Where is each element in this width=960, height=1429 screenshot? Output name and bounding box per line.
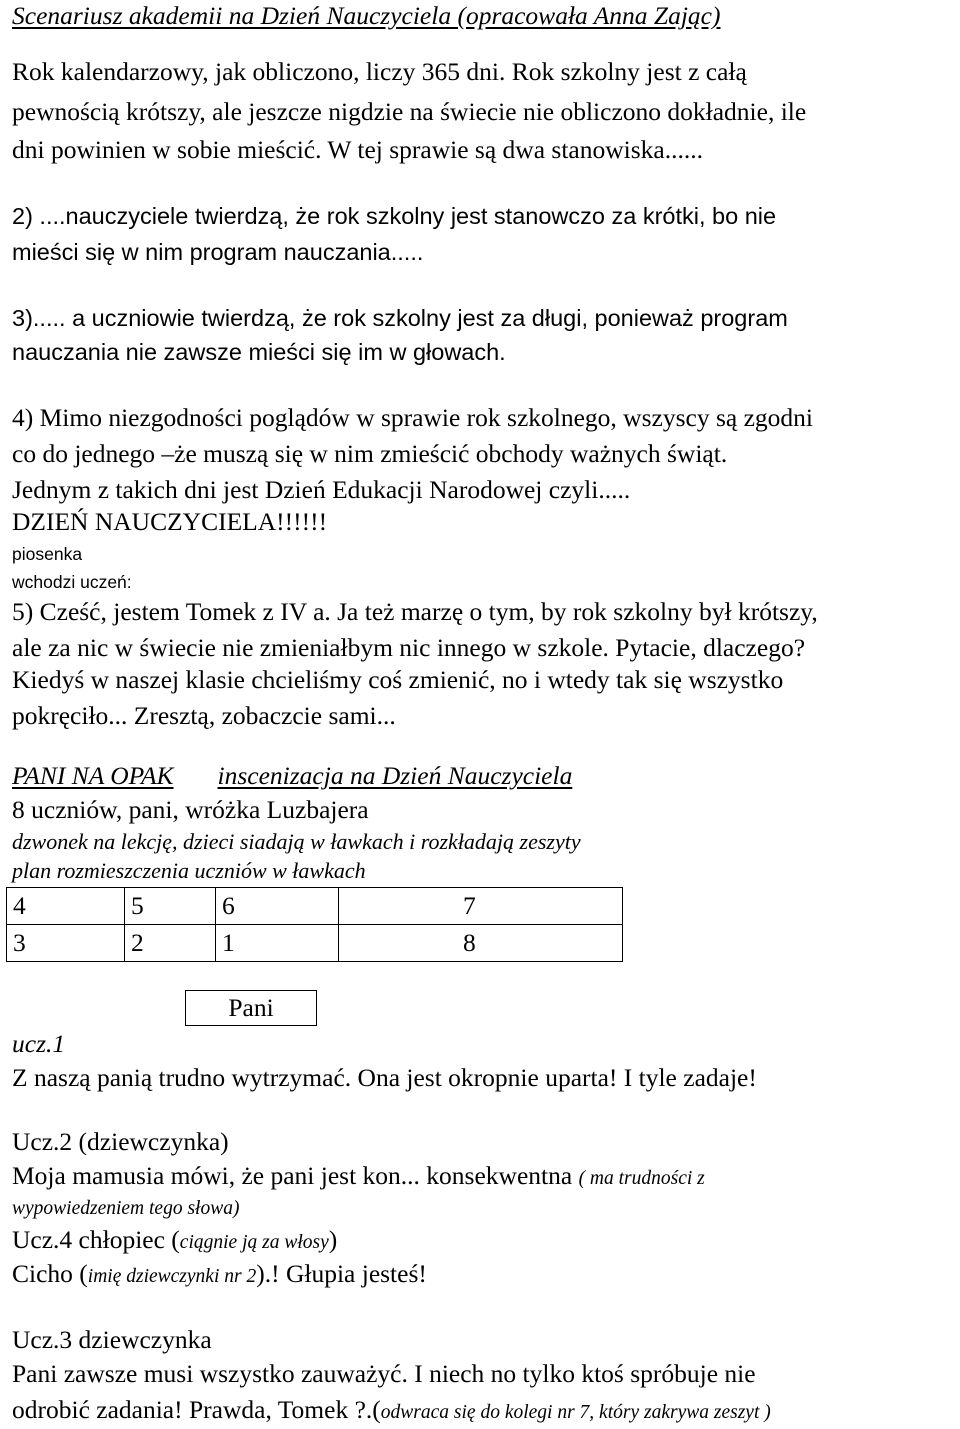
stage-direction: dzwonek na lekcję, dzieci siadają w ławkach i rozkładają zeszyty: [12, 829, 581, 854]
text-line: co do jednego –że muszą się w nim zmieścić obchody ważnych świąt.: [12, 439, 728, 468]
text-line: dni powinien w sobie mieścić. W tej sprawie są dwa stanowiska......: [12, 135, 703, 164]
speech-line: Z naszą panią trudno wytrzymać. Ona jest okropnie uparta! I tyle zadaje!: [12, 1063, 757, 1092]
seat-cell: 4: [7, 888, 125, 925]
play-subtitle: inscenizacja na Dzień Nauczyciela: [217, 761, 573, 790]
text-line: 4) Mimo niezgodności poglądów w sprawie rok szkolnego, wszyscy są zgodni: [12, 403, 813, 432]
play-title: PANI NA OPAK: [12, 761, 174, 790]
text-line: pokręciło... Zresztą, zobaczcie sami...: [12, 701, 396, 730]
speech-text: odrobić zadania! Prawda, Tomek ?.(: [12, 1395, 381, 1424]
seat-cell: 5: [125, 888, 216, 925]
text-line: Rok kalendarzowy, jak obliczono, liczy 365 dni. Rok szkolny jest z całą: [12, 57, 747, 86]
seat-cell: 2: [125, 925, 216, 962]
seating-plan-label: plan rozmieszczenia uczniów w ławkach: [12, 858, 366, 883]
stage-note: odwraca się do kolegi nr 7, który zakrywa zeszyt ): [380, 1402, 771, 1423]
speech-text: Cicho (: [12, 1259, 88, 1288]
stage-note-song: piosenka: [12, 544, 83, 564]
text-line: Jednym z takich dni jest Dzień Edukacji Narodowej czyli.....: [12, 475, 631, 504]
speaker-label: Ucz.2 (dziewczynka): [12, 1127, 229, 1156]
seat-cell: 7: [339, 888, 623, 925]
speech-text: ).! Głupia jesteś!: [256, 1259, 427, 1288]
seating-plan-table: [6, 887, 623, 962]
speaker-name-end: ): [328, 1225, 338, 1254]
speech-line: [12, 1394, 771, 1429]
stage-note: wypowiedzeniem tego słowa): [12, 1198, 240, 1219]
seat-cell: 8: [339, 925, 623, 962]
text-line: 5) Cześć, jestem Tomek z IV a. Ja też marzę o tym, by rok szkolny był krótszy,: [12, 597, 818, 626]
text-line: DZIEŃ NAUCZYCIELA!!!!!!: [12, 507, 328, 536]
table-row: [7, 925, 623, 962]
table-row: [7, 888, 623, 925]
speaker-label: [12, 1224, 337, 1259]
stage-note: imię dziewczynki nr 2: [87, 1266, 257, 1287]
stage-note-enter: wchodzi uczeń:: [12, 572, 132, 592]
speech-line: Pani zawsze musi wszystko zauważyć. I niech no tylko ktoś spróbuje nie: [12, 1359, 756, 1388]
text-line: nauczania nie zawsze mieści się im w głowach.: [12, 339, 506, 365]
text-line: ale za nic w świecie nie zmieniałbym nic innego w szkole. Pytacie, dlaczego?: [12, 633, 806, 662]
seat-cell: 1: [216, 925, 339, 962]
text-line: Kiedyś w naszej klasie chcieliśmy coś zmienić, no i wtedy tak się wszystko: [12, 665, 784, 694]
play-cast: 8 uczniów, pani, wróżka Luzbajera: [12, 795, 369, 824]
speech-line: [12, 1258, 427, 1293]
speech-text: Moja mamusia mówi, że pani jest kon... konsekwentna: [12, 1161, 573, 1190]
text-line: 3)..... a uczniowie twierdzą, że rok szkolny jest za długi, ponieważ program: [12, 305, 788, 331]
seat-cell: 6: [216, 888, 339, 925]
text-line: mieści się w nim program nauczania.....: [12, 239, 424, 265]
speech-line: [12, 1160, 705, 1195]
text-line: pewnością krótszy, ale jeszcze nigdzie na świecie nie obliczono dokładnie, ile: [12, 97, 807, 126]
play-heading: [12, 760, 572, 792]
speaker-label: ucz.1: [12, 1029, 66, 1058]
title: Scenariusz akademii na Dzień Nauczyciela (opracowała Anna Zając): [12, 1, 721, 30]
teacher-desk: Pani: [185, 990, 317, 1026]
speaker-label: Ucz.3 dziewczynka: [12, 1325, 212, 1354]
stage-note: ( ma trudności z: [578, 1168, 705, 1189]
seat-cell: 3: [7, 925, 125, 962]
stage-note: ciągnie ją za włosy: [179, 1232, 329, 1253]
speaker-name: Ucz.4 chłopiec (: [12, 1225, 180, 1254]
text-line: 2) ....nauczyciele twierdzą, że rok szkolny jest stanowczo za krótki, bo nie: [12, 203, 777, 229]
